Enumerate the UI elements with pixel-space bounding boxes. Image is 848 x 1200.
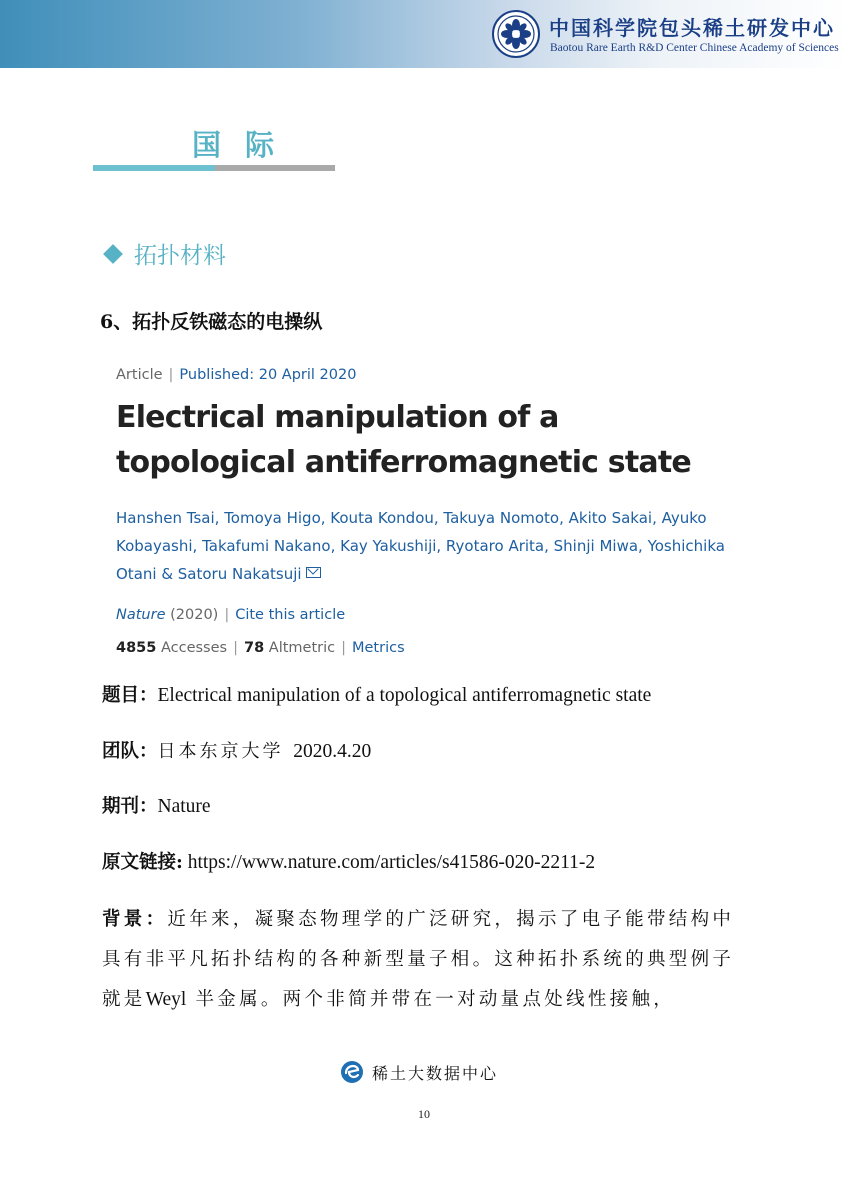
background-text-2: 半金属。两个非简并带在一对动量点处线性接触， [195,989,676,1010]
background-label: 背景： [102,909,168,930]
article-meta: Article | Published: 20 April 2020 [116,367,357,383]
subsection-label: 拓扑材料 [134,243,226,269]
title-underline-accent [93,165,215,171]
field-title [102,681,651,707]
original-link[interactable]: https://www.nature.com/articles/s41586-020-2211-2 [187,852,596,873]
subsection-heading [104,237,226,270]
field-journal [102,792,211,818]
article-stats: 4855 Accesses | 78 Altmetric | Metrics [116,640,405,656]
background-text-1: 近年来，凝聚态物理学的广泛研究，揭示了电子能带结构中具有非平凡拓扑结构的各种新型量子相。这种拓扑系统的典型例子就是 [102,909,735,1010]
page-number: 10 [418,1107,430,1121]
authors-text[interactable]: Hanshen Tsai, Tomoya Higo, Kouta Kondou, Takuya Nomoto, Akito Sakai, Ayuko Kobayashi, Takafumi Nakano, Kay Yakushiji, Ryotaro Arita, Shinji Miwa, Yoshichika Otani & Satoru Nakatsuji [116,509,725,583]
field-team-date: 2020.4.20 [293,741,372,762]
article-title [116,395,756,485]
data-center-logo-icon [340,1060,364,1084]
accesses-label: Accesses [160,640,228,656]
diamond-bullet-icon [103,244,123,264]
article-title-line-2: topological antiferromagnetic state [116,445,691,480]
field-title-value: Electrical manipulation of a topological antiferromagnetic state [157,685,652,706]
field-journal-label: 期刊： [102,796,158,817]
journal-name[interactable]: Nature [116,607,166,623]
published-date: Published: 20 April 2020 [179,367,357,383]
cite-link[interactable]: Cite this article [235,607,346,623]
article-type: Article [116,367,163,383]
article-title-line-1: Electrical manipulation of a [116,400,559,435]
mail-icon[interactable] [306,567,321,578]
field-link [102,848,595,874]
altmetric-count: 78 [243,640,265,656]
field-team [102,737,371,763]
article-authors [116,504,736,588]
field-team-value: 日本东京大学 [157,741,284,762]
footer-label: 稀土大数据中心 [372,1064,499,1083]
field-journal-value: Nature [157,796,211,817]
org-name-en: Baotou Rare Earth R&D Center Chinese Academy of Sciences [550,42,839,54]
section-title: 国际 [192,128,299,162]
altmetric-label: Altmetric [268,640,336,656]
field-link-label: 原文链接: [102,852,183,873]
field-title-label: 题目： [102,685,158,706]
field-team-label: 团队： [102,741,158,762]
journal-year: (2020) [170,607,219,623]
metrics-link[interactable]: Metrics [352,640,405,656]
background-latin: Weyl [145,989,187,1010]
org-name-cn: 中国科学院包头稀土研发中心 [549,16,835,40]
background-paragraph [102,900,752,1020]
article-journal-line: Nature (2020) | Cite this article [116,607,346,623]
cas-emblem-icon [492,10,540,58]
header-banner [0,0,848,68]
accesses-count: 4855 [116,640,157,656]
item-heading: 6、拓扑反铁磁态的电操纵 [100,311,323,333]
title-underline-gray [215,165,335,171]
